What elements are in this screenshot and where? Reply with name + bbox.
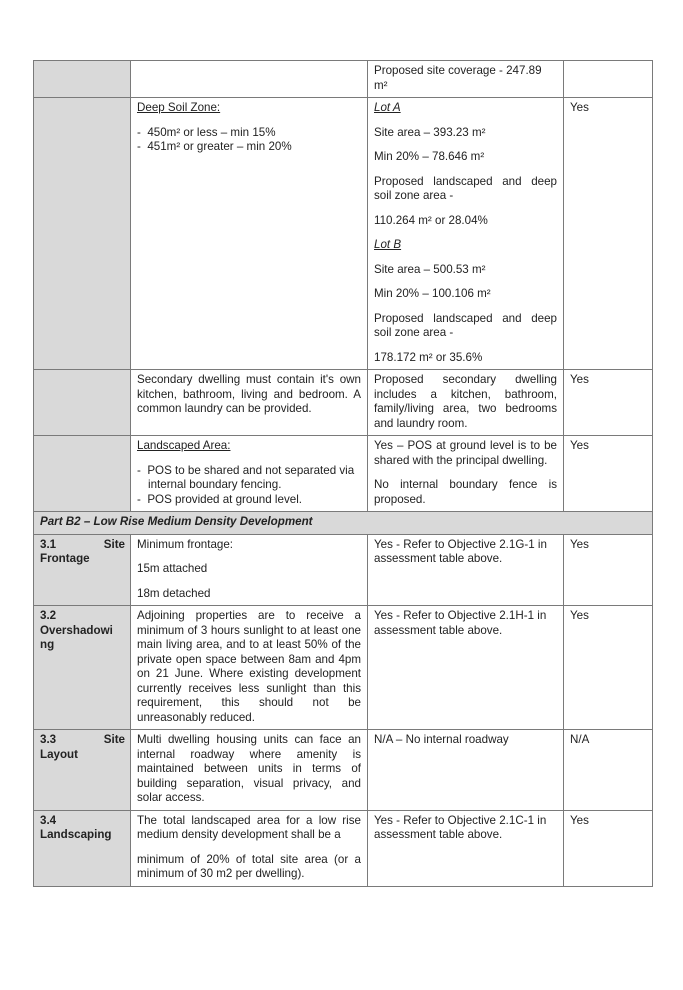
landscaped-area-heading: Landscaped Area: [137, 439, 231, 452]
frontage-attached: 15m attached [137, 562, 208, 575]
proposal-cell [368, 370, 564, 436]
proposal-cell [368, 730, 564, 811]
requirement-cell [131, 606, 368, 730]
status-text: Yes [570, 439, 589, 452]
requirement-cell [131, 436, 368, 512]
status-text: N/A [570, 733, 590, 746]
secondary-dwelling-requirement: Secondary dwelling must contain it's own kitchen, bathroom, living and bedroom. A common laundry can be provided. [137, 373, 361, 415]
layout-requirement: Multi dwelling housing units can face an internal roadway where amenity is maintained between units in terms of building separation, visual privacy, and solar access. [137, 733, 361, 804]
status-text: Yes [570, 813, 589, 827]
clause-number: 3.1 [40, 537, 57, 551]
deep-soil-heading: Deep Soil Zone: [137, 101, 221, 114]
table-row [34, 810, 653, 886]
row-label-cell [34, 61, 131, 98]
row-label-cell [34, 98, 131, 370]
clause-number: 3.4 [40, 813, 57, 827]
lot-a-value: 110.264 m² or 28.04% [374, 213, 488, 227]
table-row [34, 730, 653, 811]
landscaped-proposal-2: No internal boundary fence is proposed. [374, 478, 557, 506]
lot-a-proposed: Proposed landscaped and deep soil zone area - [374, 174, 557, 202]
clause-title: Frontage [40, 552, 90, 565]
section-heading-row [34, 512, 653, 535]
table-row [34, 370, 653, 436]
clause-title: Landscaping [40, 828, 112, 841]
table-row [34, 98, 653, 370]
row-label-cell [34, 606, 131, 730]
clause-title-word: Site [103, 537, 125, 551]
status-cell [564, 436, 653, 512]
clause-title: Layout [40, 747, 79, 761]
frontage-proposal: Yes - Refer to Objective 2.1G-1 in assessment table above. [374, 537, 547, 565]
assessment-table [33, 60, 653, 887]
table-row [34, 61, 653, 98]
row-label-cell [34, 730, 131, 811]
status-cell [564, 98, 653, 370]
landscaping-requirement-2: minimum of 20% of total site area (or a minimum of 30 m2 per dwelling). [137, 852, 361, 880]
status-cell [564, 370, 653, 436]
landscaped-proposal-1: Yes – POS at ground level is to be shared with the principal dwelling. [374, 439, 557, 467]
lot-a-label: Lot A [374, 101, 401, 114]
row-label-cell [34, 370, 131, 436]
list-item: - POS provided at ground level. [137, 493, 361, 508]
lot-b-value: 178.172 m² or 35.6% [374, 350, 483, 364]
status-text: Yes [570, 101, 589, 114]
section-heading: Part B2 – Low Rise Medium Density Development [34, 512, 653, 535]
status-text: Yes [570, 537, 589, 551]
requirement-cell [131, 534, 368, 606]
status-text: Yes [570, 609, 589, 622]
requirement-cell [131, 98, 368, 370]
status-cell [564, 61, 653, 98]
lot-b-minimum: Min 20% – 100.106 m² [374, 287, 491, 300]
clause-number: 3.2 [40, 609, 57, 622]
status-cell [564, 810, 653, 886]
status-cell [564, 534, 653, 606]
lot-b-label: Lot B [374, 238, 402, 251]
frontage-requirement: Minimum frontage: [137, 537, 234, 551]
lot-b-proposed: Proposed landscaped and deep soil zone area - [374, 311, 557, 339]
requirement-cell [131, 810, 368, 886]
table-row [34, 436, 653, 512]
proposal-cell [368, 534, 564, 606]
proposal-cell [368, 61, 564, 98]
frontage-detached: 18m detached [137, 586, 211, 600]
lot-a-site-area: Site area – 393.23 m² [374, 125, 486, 139]
status-cell [564, 730, 653, 811]
layout-proposal: N/A – No internal roadway [374, 733, 509, 746]
requirement-cell [131, 730, 368, 811]
proposed-site-coverage: Proposed site coverage - 247.89 m² [374, 64, 542, 92]
proposal-cell [368, 98, 564, 370]
row-label-cell [34, 436, 131, 512]
list-item: - POS to be shared and not separated via internal boundary fencing. [137, 464, 361, 493]
landscaping-requirement-1: The total landscaped area for a low rise medium density development shall be a [137, 813, 361, 841]
landscaped-area-requirements [137, 464, 361, 508]
status-cell [564, 606, 653, 730]
row-label-cell [34, 810, 131, 886]
overshadowing-requirement: Adjoining properties are to receive a minimum of 3 hours sunlight to at least one main living area, and to at least 50% of the private open space between 8am and 4pm on 21 June. Where existing development currently receives less sunlight than this requirement, this should not be unreasonably reduced. [137, 609, 361, 724]
proposal-cell [368, 606, 564, 730]
clause-title-word: Site [103, 733, 125, 746]
requirement-cell [131, 370, 368, 436]
list-item: - 450m² or less – min 15% [137, 126, 361, 141]
proposal-cell [368, 436, 564, 512]
overshadowing-proposal: Yes - Refer to Objective 2.1H-1 in assessment table above. [374, 609, 547, 637]
clause-title-cont: ng [40, 638, 55, 651]
status-text: Yes [570, 373, 589, 386]
requirement-cell [131, 61, 368, 98]
clause-number: 3.3 [40, 733, 57, 746]
lot-a-minimum: Min 20% – 78.646 m² [374, 150, 485, 163]
proposal-cell [368, 810, 564, 886]
table-row [34, 606, 653, 730]
secondary-dwelling-proposal: Proposed secondary dwelling includes a kitchen, bathroom, family/living area, two bedrooms and laundry room. [374, 373, 557, 430]
row-label-cell [34, 534, 131, 606]
table-row [34, 534, 653, 606]
clause-title: Overshadowi [40, 623, 113, 637]
lot-b-site-area: Site area – 500.53 m² [374, 262, 486, 276]
landscaping-proposal: Yes - Refer to Objective 2.1C-1 in assessment table above. [374, 813, 547, 841]
list-item: - 451m² or greater – min 20% [137, 140, 361, 155]
deep-soil-requirements [137, 126, 361, 155]
